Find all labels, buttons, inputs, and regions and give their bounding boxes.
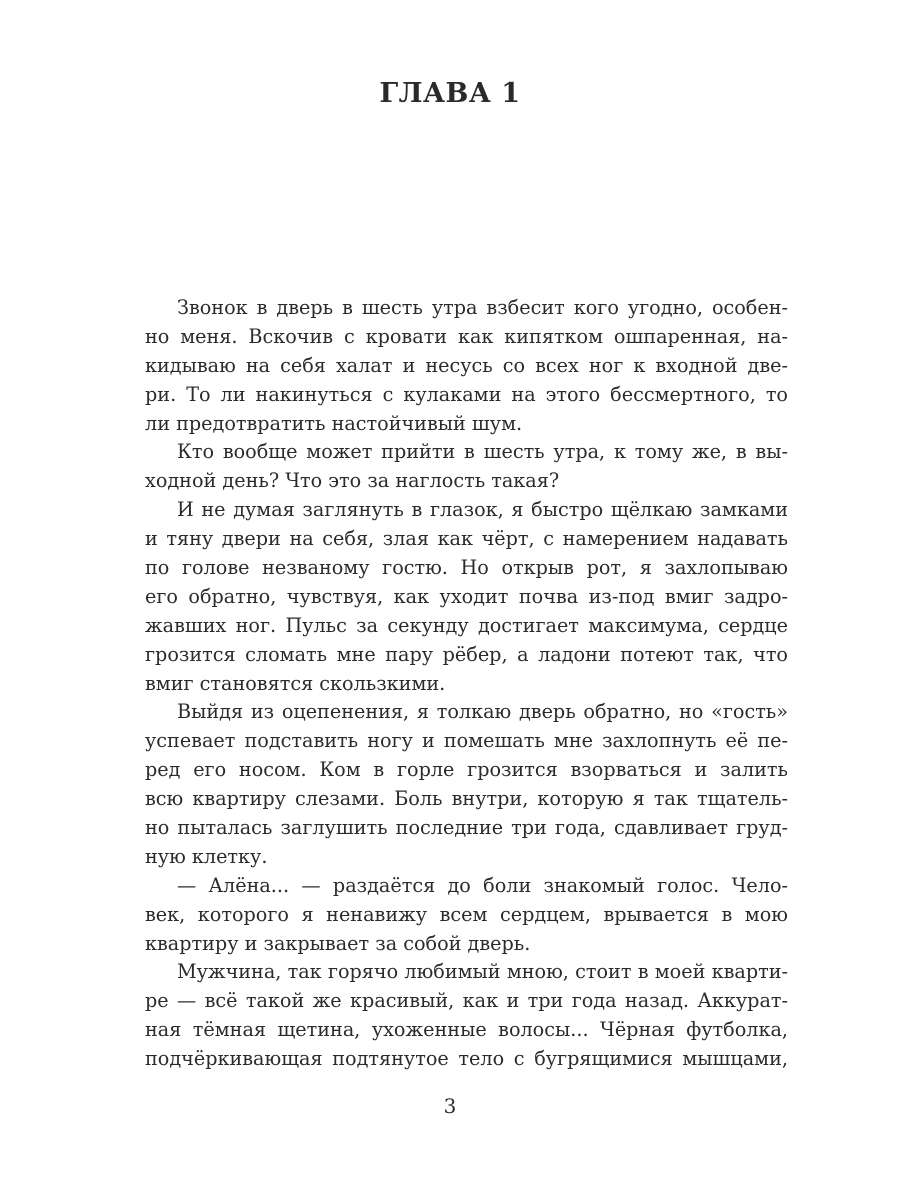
text-line: Мужчина, так горячо любимый мною, стоит в моей кварти- xyxy=(177,960,788,984)
text-line: Выйдя из оцепенения, я толкаю дверь обратно, но «гость» xyxy=(177,700,788,724)
text-line: кидываю на себя халат и несусь со всех ног к входной две- xyxy=(145,353,788,377)
text-line: Кто вообще может прийти в шесть утра, к тому же, в вы- xyxy=(177,440,788,464)
chapter-title: ГЛАВА 1 xyxy=(379,78,521,109)
text-line: ри. То ли накинуться с кулаками на этого бессмертного, то xyxy=(145,382,788,406)
text-line: грозится сломать мне пару рёбер, а ладони потеют так, что xyxy=(145,642,788,666)
body-text xyxy=(145,294,788,1074)
text-line: ную клетку. xyxy=(145,844,268,868)
paragraph xyxy=(145,872,788,959)
text-line: И не думая заглянуть в глазок, я быстро щёлкаю замками xyxy=(177,498,788,522)
text-line: Звонок в дверь в шесть утра взбесит кого угодно, особен- xyxy=(177,296,788,319)
page-number: 3 xyxy=(443,1094,457,1118)
text-line: и тяну двери на себя, злая как чёрт, с намерением надавать xyxy=(145,527,788,551)
text-line: успевает подставить ногу и помешать мне захлопнуть её пе- xyxy=(145,729,788,753)
text-line: — Алёна... — раздаётся до боли знакомый голос. Чело- xyxy=(177,873,788,897)
paragraph xyxy=(145,496,788,698)
text-line: но пыталась заглушить последние три года, сдавливает груд- xyxy=(145,816,788,840)
text-line: жавших ног. Пульс за секунду достигает максимума, сердце xyxy=(145,613,788,637)
text-line: ред его носом. Ком в горле грозится взорваться и залить xyxy=(145,758,788,782)
text-line: ли предотвратить настойчивый шум. xyxy=(145,411,523,435)
text-line: квартиру и закрывает за собой дверь. xyxy=(145,931,531,955)
paragraph xyxy=(145,958,788,1074)
text-line: ходной день? Что это за наглость такая? xyxy=(145,469,560,493)
text-line: ре — всё такой же красивый, как и три года назад. Аккурат- xyxy=(145,989,788,1013)
paragraph xyxy=(145,698,788,871)
text-line: его обратно, чувствуя, как уходит почва из-под вмиг задро- xyxy=(145,584,788,608)
paragraph xyxy=(145,438,788,496)
text-line: вмиг становятся скользкими. xyxy=(145,671,446,695)
paragraph xyxy=(145,294,788,438)
text-line: век, которого я ненавижу всем сердцем, врывается в мою xyxy=(145,902,788,926)
text-line: всю квартиру слезами. Боль внутри, которую я так тщатель- xyxy=(145,787,788,811)
text-line: ная тёмная щетина, ухоженные волосы... Чёрная футболка, xyxy=(145,1018,788,1042)
text-line: по голове незваному гостю. Но открыв рот, я захлопываю xyxy=(145,556,788,580)
text-line: подчёркивающая подтянутое тело с бугрящимися мышцами, xyxy=(145,1047,788,1071)
text-line: но меня. Вскочив с кровати как кипятком ошпаренная, на- xyxy=(145,324,788,348)
